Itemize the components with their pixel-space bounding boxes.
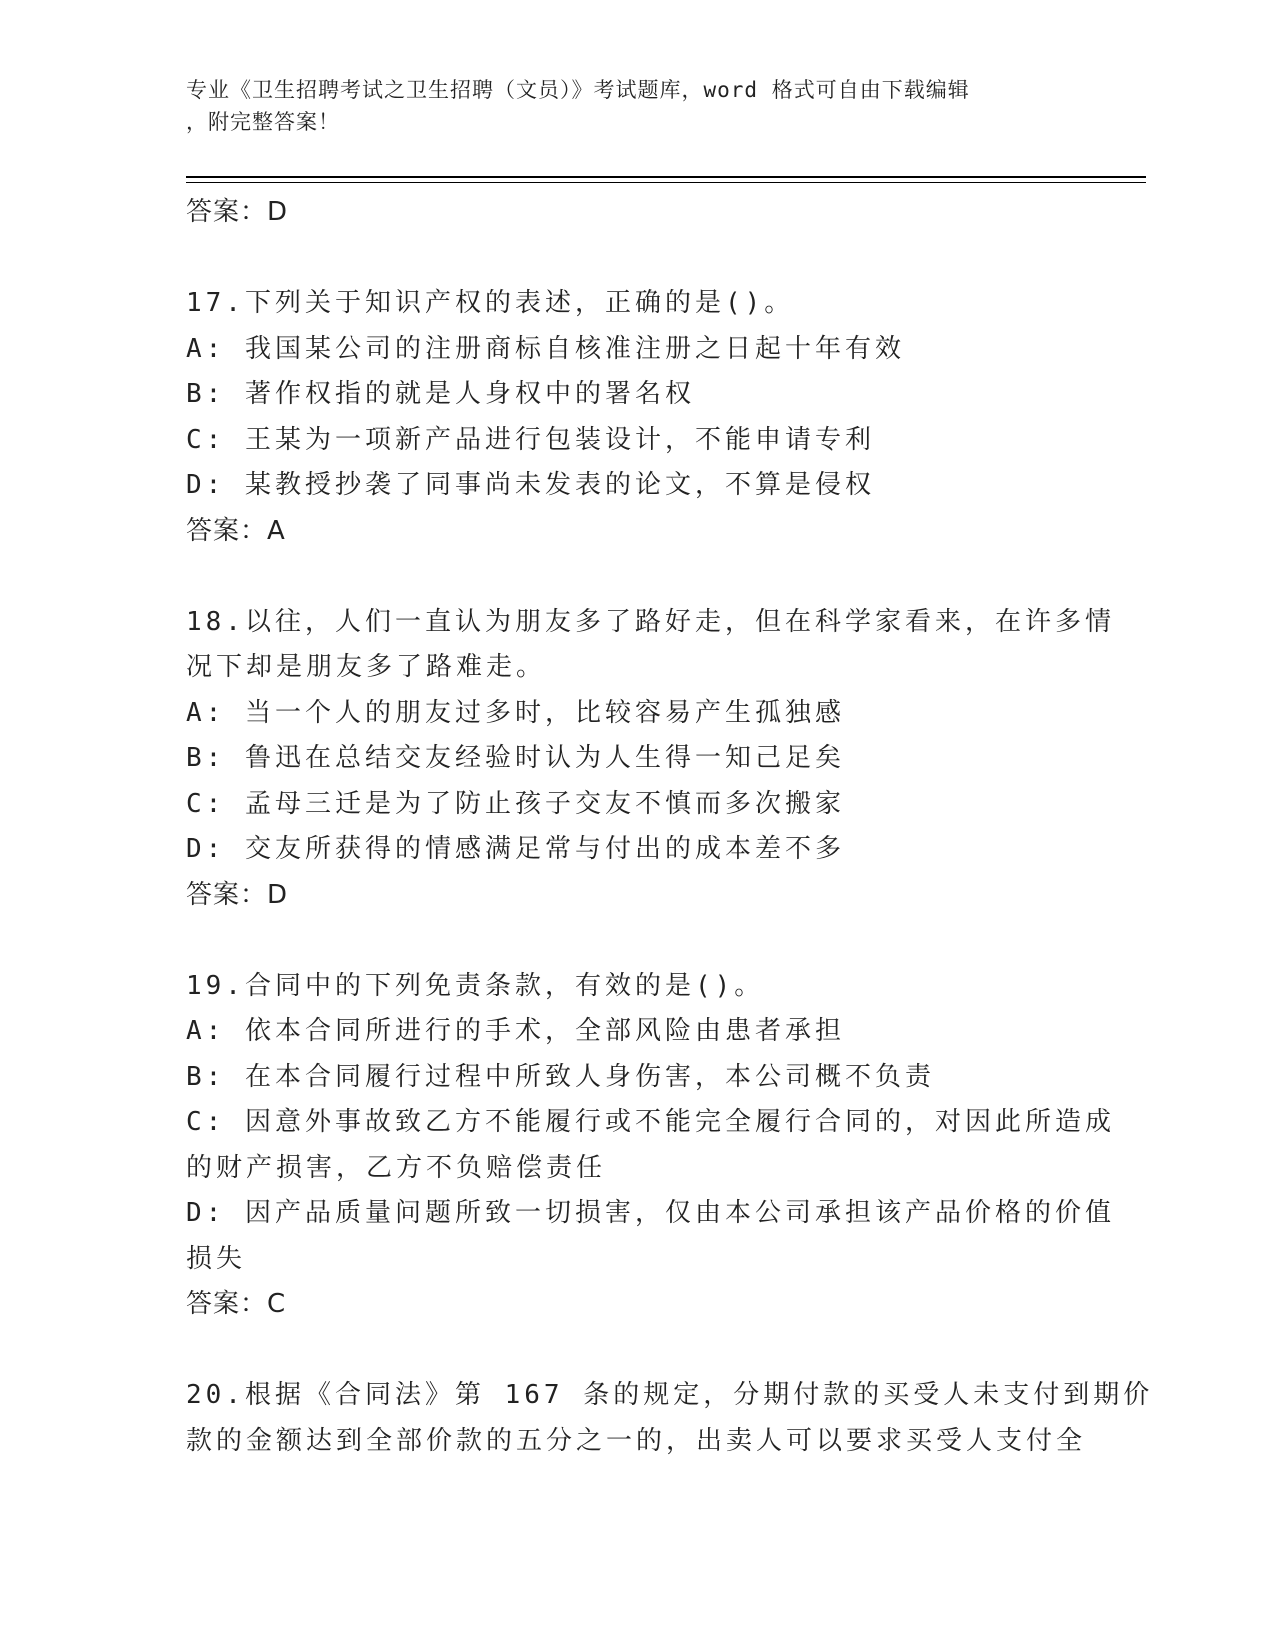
option-b: B: 著作权指的就是人身权中的署名权 xyxy=(186,379,695,409)
answer-line: 答案：C xyxy=(186,1289,287,1319)
header-rule-thick xyxy=(186,176,1146,178)
answer-line: 答案：D xyxy=(186,879,289,910)
header-line-2: ，附完整答案！ xyxy=(186,110,340,134)
answer-line: 答案：A xyxy=(186,515,286,546)
option-c: C: 因意外事故致乙方不能履行或不能完全履行合同的，对因此所造成 xyxy=(186,1107,1115,1137)
option-d: D: 交友所获得的情感满足常与付出的成本差不多 xyxy=(186,834,845,864)
question-list xyxy=(186,190,1154,1464)
option-c-cont: 的财产损害，乙方不负赔偿责任 xyxy=(186,1152,607,1183)
header-line-1: 专业《卫生招聘考试之卫生招聘（文员）》考试题库，word 格式可自由下载编辑 xyxy=(186,78,970,102)
option-c: C: 王某为一项新产品进行包装设计，不能申请专利 xyxy=(186,424,875,455)
option-c: C: 孟母三迁是为了防止孩子交友不慎而多次搬家 xyxy=(186,788,845,819)
option-d: D: 某教授抄袭了同事尚未发表的论文，不算是侵权 xyxy=(186,470,875,500)
option-b: B: 在本合同履行过程中所致人身伤害，本公司概不负责 xyxy=(186,1061,935,1092)
document-header xyxy=(186,74,1056,138)
question-stem-cont: 款的金额达到全部价款的五分之一的，出卖人可以要求买受人支付全 xyxy=(186,1425,1087,1456)
option-b: B: 鲁迅在总结交友经验时认为人生得一知己足矣 xyxy=(186,743,845,773)
option-a: A: 依本合同所进行的手术，全部风险由患者承担 xyxy=(186,1016,845,1046)
option-d: D: 因产品质量问题所致一切损害，仅由本公司承担该产品价格的价值 xyxy=(186,1198,1115,1228)
answer-line: 答案：D xyxy=(186,197,289,227)
header-rule-thin xyxy=(186,182,1146,183)
option-a: A: 我国某公司的注册商标自核准注册之日起十年有效 xyxy=(186,333,905,364)
option-d-cont: 损失 xyxy=(186,1243,247,1274)
question-stem: 20.根据《合同法》第 167 条的规定，分期付款的买受人未支付到期价 xyxy=(186,1380,1154,1410)
question-stem: 19.合同中的下列免责条款，有效的是()。 xyxy=(186,970,765,1001)
question-stem-cont: 况下却是朋友多了路难走。 xyxy=(186,652,547,682)
question-stem: 17.下列关于知识产权的表述，正确的是()。 xyxy=(186,288,795,318)
question-stem: 18.以往，人们一直认为朋友多了路好走，但在科学家看来，在许多情 xyxy=(186,606,1115,637)
option-a: A: 当一个人的朋友过多时，比较容易产生孤独感 xyxy=(186,697,845,728)
